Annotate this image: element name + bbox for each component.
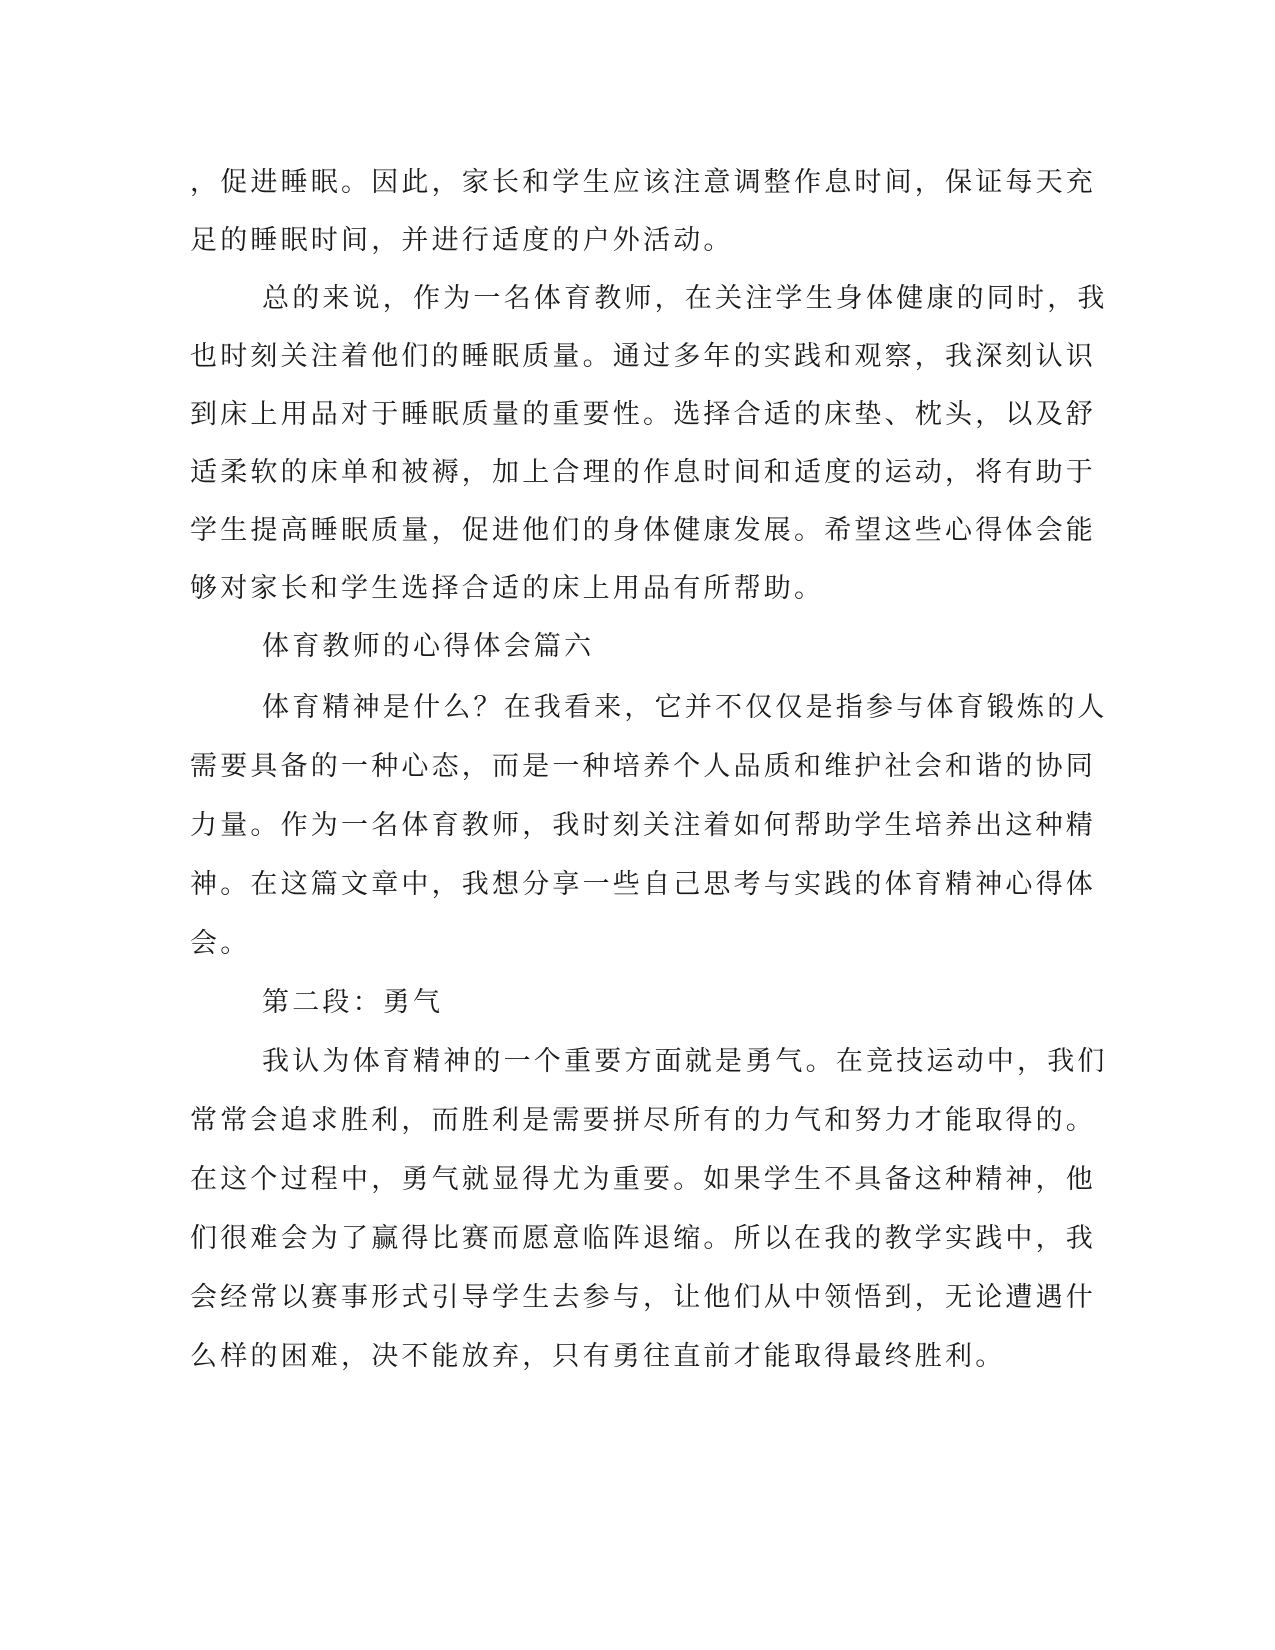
text-line: 足的睡眠时间，并进行适度的户外活动。 [190, 225, 734, 256]
text-line: ，促进睡眠。因此，家长和学生应该注意调整作息时间，保证每天充 [190, 167, 1096, 198]
text-line: 需要具备的一种心态，而是一种培养个人品质和维护社会和谐的协同 [190, 751, 1096, 782]
text-line: 到床上用品对于睡眠质量的重要性。选择合适的床垫、枕头，以及舒 [190, 399, 1096, 430]
text-line: 会。 [190, 928, 251, 959]
section-heading: 体育教师的心得体会篇六 [262, 631, 595, 662]
text-line: 么样的困难，决不能放弃，只有勇往直前才能取得最终胜利。 [190, 1341, 1006, 1372]
paragraph-first-line: 体育精神是什么？在我看来，它并不仅仅是指参与体育锻炼的人 [262, 692, 1108, 723]
text-line: 够对家长和学生选择合适的床上用品有所帮助。 [190, 573, 825, 604]
text-line: 也时刻关注着他们的睡眠质量。通过多年的实践和观察，我深刻认识 [190, 341, 1096, 372]
section-heading: 第二段：勇气 [262, 987, 444, 1018]
text-line: 在这个过程中，勇气就显得尤为重要。如果学生不具备这种精神，他 [190, 1164, 1096, 1195]
paragraph-first-line: 我认为体育精神的一个重要方面就是勇气。在竞技运动中，我们 [262, 1046, 1108, 1077]
text-line: 常常会追求胜利，而胜利是需要拼尽所有的力气和努力才能取得的。 [190, 1105, 1096, 1136]
text-line: 会经常以赛事形式引导学生去参与，让他们从中领悟到，无论遭遇什 [190, 1282, 1096, 1313]
text-line: 神。在这篇文章中，我想分享一些自己思考与实践的体育精神心得体 [190, 869, 1096, 900]
text-line: 力量。作为一名体育教师，我时刻关注着如何帮助学生培养出这种精 [190, 810, 1096, 841]
paragraph-first-line: 总的来说，作为一名体育教师，在关注学生身体健康的同时，我 [262, 283, 1108, 314]
text-line: 学生提高睡眠质量，促进他们的身体健康发展。希望这些心得体会能 [190, 515, 1096, 546]
text-line: 适柔软的床单和被褥，加上合理的作息时间和适度的运动，将有助于 [190, 457, 1096, 488]
text-line: 们很难会为了赢得比赛而愿意临阵退缩。所以在我的教学实践中，我 [190, 1223, 1096, 1254]
